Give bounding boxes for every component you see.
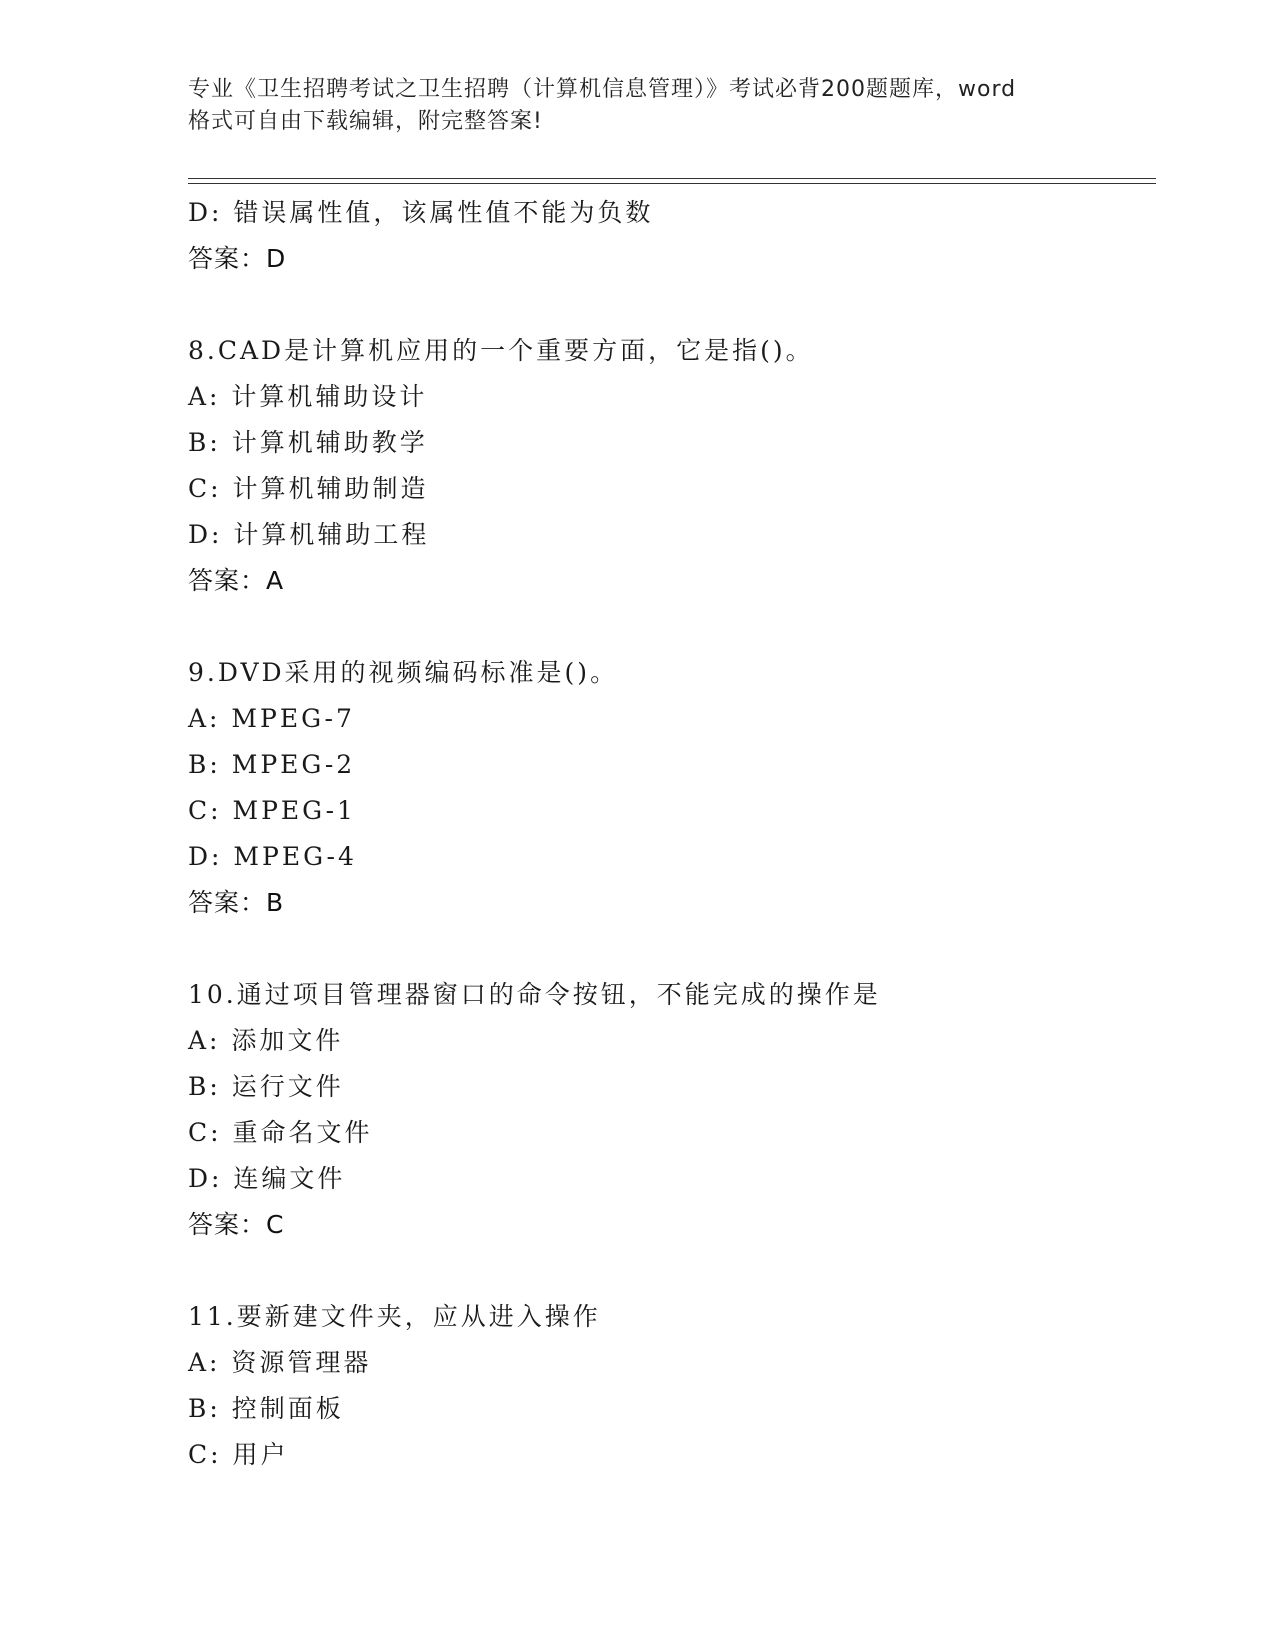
option-b: B: 运行文件: [188, 1072, 344, 1101]
spacer: [188, 604, 1156, 650]
answer: 答案：B: [188, 888, 285, 917]
question-stem: 9.DVD采用的视频编码标准是()。: [188, 658, 619, 687]
option-a: A: 资源管理器: [188, 1348, 372, 1377]
option-d: D: 连编文件: [188, 1164, 346, 1193]
answer: 答案：D: [188, 244, 287, 273]
option-c: C: 用户: [188, 1440, 289, 1469]
option-d: D: MPEG-4: [188, 842, 357, 871]
page-header: [188, 74, 1108, 138]
option-b: B: 控制面板: [188, 1394, 344, 1423]
question-list: [188, 190, 1156, 1478]
answer: 答案：A: [188, 566, 285, 595]
header-title-line-2: 格式可自由下载编辑，附完整答案!: [188, 109, 543, 134]
option-a: A: 计算机辅助设计: [188, 382, 428, 411]
option-b: B: 计算机辅助教学: [188, 428, 428, 457]
question-11: [188, 1294, 1156, 1478]
spacer: [188, 1248, 1156, 1294]
option-b: B: MPEG-2: [188, 750, 356, 779]
answer: 答案：C: [188, 1210, 285, 1239]
option-d: D: 计算机辅助工程: [188, 520, 430, 549]
option-a: A: MPEG-7: [188, 704, 355, 733]
question-8: [188, 328, 1156, 604]
header-divider-bottom: [188, 183, 1156, 184]
option-c: C: MPEG-1: [188, 796, 356, 825]
option-d: D: 错误属性值，该属性值不能为负数: [188, 198, 654, 227]
question-carry-over: [188, 190, 1156, 282]
option-c: C: 重命名文件: [188, 1118, 373, 1147]
question-10: [188, 972, 1156, 1248]
question-stem: 8.CAD是计算机应用的一个重要方面，它是指()。: [188, 336, 814, 365]
header-title-line-1: 专业《卫生招聘考试之卫生招聘（计算机信息管理）》考试必背200题题库，word: [188, 77, 1017, 102]
question-stem: 10.通过项目管理器窗口的命令按钮，不能完成的操作是: [188, 980, 881, 1009]
question-stem: 11.要新建文件夹，应从进入操作: [188, 1302, 601, 1331]
option-a: A: 添加文件: [188, 1026, 344, 1055]
spacer: [188, 282, 1156, 328]
option-c: C: 计算机辅助制造: [188, 474, 429, 503]
question-9: [188, 650, 1156, 926]
header-divider-top: [188, 178, 1156, 179]
spacer: [188, 926, 1156, 972]
